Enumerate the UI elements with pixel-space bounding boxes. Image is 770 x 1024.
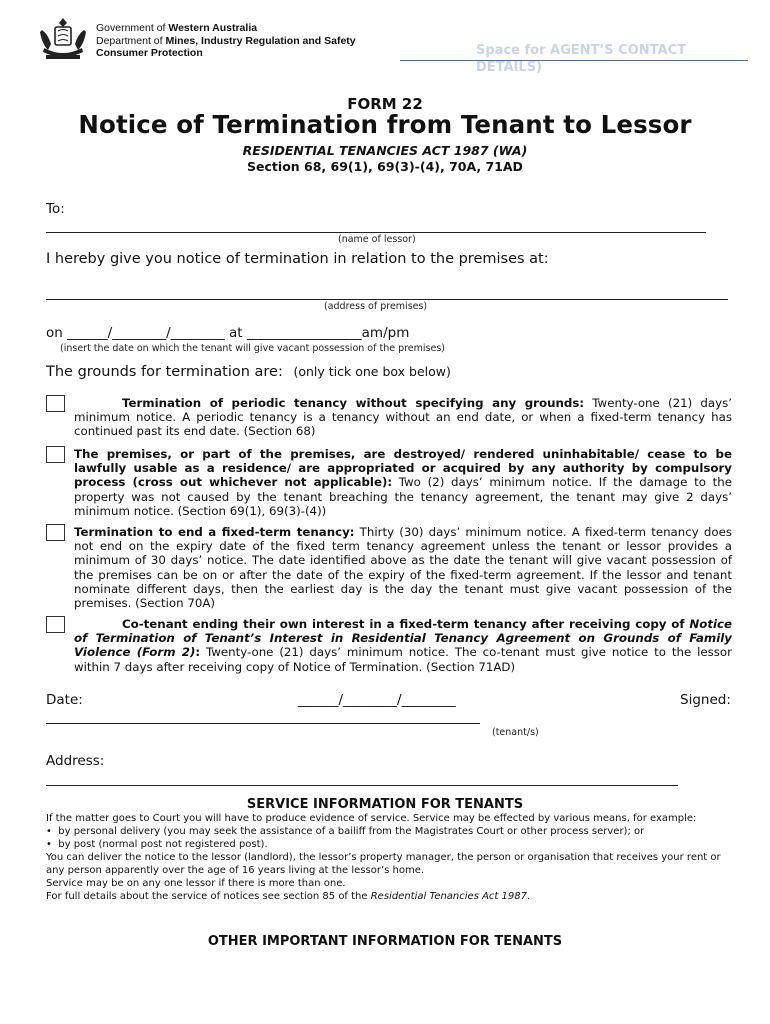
grounds-label-line (46, 364, 451, 380)
lessor-name-field[interactable] (46, 232, 706, 233)
tenant-address-field[interactable] (46, 785, 678, 786)
service-para-details: For full details about the service of notices see section 85 of the Residential Tenancies Act 1987. (46, 891, 531, 902)
ground-fixed-term-text: Termination to end a fixed-term tenancy: Thirty (30) days’ minimum notice. A fixed-term tenancy does not end on the expiry date of the fixed term tenancy agreement unless the tenant or lessor provides a minimum of 30 days’ notice. The date identified above as the date the tenant will give vacant possession of the premises can be on or after the date of the expiry of the fixed-term agreement. If the lessor and tenant nominate different days, then the earliest day is the day the tenant must give vacant possession of the premises. (Section 70A) (74, 525, 732, 611)
form-number: FORM 22 (347, 95, 423, 113)
ampm-label: am/pm (361, 325, 410, 341)
to-label: To: (46, 201, 65, 217)
service-heading: SERVICE INFORMATION FOR TENANTS (246, 797, 524, 812)
vacant-date-field[interactable]: ______/________/________ (67, 325, 225, 341)
ground-co-tenant-checkbox[interactable] (46, 616, 65, 633)
grounds-label: The grounds for termination are: (46, 364, 283, 380)
ground-periodic-checkbox[interactable] (46, 395, 65, 412)
ground-co-tenant-text: Co-tenant ending their own interest in a fixed-term tenancy after receiving copy of Notice of Termination of Tenant’s Interest in Residential Tenancy Agreement on Grounds of Family Violence (Form 2): Twenty-one (21) days’ minimum notice. The co-tenant must give notice to the lessor within 7 days after receiving copy of Notice of Termination. (Section 71AD) (74, 617, 732, 674)
ground-destroyed-checkbox[interactable] (46, 446, 65, 463)
vacant-date-line (46, 325, 409, 341)
vacant-caption: (insert the date on which the tenant will give vacant possession of the premises) (60, 343, 445, 354)
ground-destroyed-text: The premises, or part of the premises, are destroyed/ rendered uninhabitable/ cease to be lawfully usable as a residence/ are appropriated or acquired by any authority by compulsory process (cross out whichever not applicable): Two (2) days’ minimum notice. If the damage to the property was not caused by the tenant breaching the tenancy agreement, the tenant may give 2 days’ minimum notice. (Section 69(1), 69(3)-(4)) (74, 447, 732, 518)
service-info-body (46, 812, 732, 903)
signed-label: Signed: (680, 692, 731, 708)
other-info-heading: OTHER IMPORTANT INFORMATION FOR TENANTS (207, 934, 563, 949)
service-para-lessor: You can deliver the notice to the lessor (landlord), the lessor’s property manager, the person or organisation that receives your rent or any person apparently over the age of 16 years living at the lessor’s home. (46, 852, 721, 876)
agency-block (96, 22, 356, 60)
tenant-signature-field[interactable] (46, 723, 480, 724)
agency-line-1: Government of Western Australia (96, 22, 258, 34)
lessor-caption: (name of lessor) (338, 234, 416, 245)
service-bullet-post: • by post (normal post not registered post). (46, 839, 268, 850)
bullet-icon: • (46, 839, 59, 850)
agent-contact-field[interactable] (400, 42, 748, 78)
address-label: Address: (46, 753, 105, 769)
wa-crest-logo (36, 16, 90, 62)
ground-fixed-term-checkbox[interactable] (46, 524, 65, 541)
section-reference: Section 68, 69(1), 69(3)-(4), 70A, 71AD (247, 159, 523, 174)
notice-sentence: I hereby give you notice of termination in relation to the premises at: (46, 251, 549, 267)
premises-address-field[interactable] (46, 299, 728, 300)
signed-date-field[interactable]: ______/________/________ (298, 692, 456, 708)
tenant-caption: (tenant/s) (492, 727, 539, 738)
service-intro: If the matter goes to Court you will have to produce evidence of service. Service may be effected by various means, for example: (46, 813, 697, 824)
vacant-time-field[interactable]: _________________ (246, 325, 362, 341)
agency-line-3: Consumer Protection (96, 47, 203, 59)
address-caption: (address of premises) (324, 301, 428, 312)
at-label: at (229, 325, 243, 341)
bullet-icon: • (46, 826, 59, 837)
grounds-hint: (only tick one box below) (293, 364, 451, 379)
act-reference: RESIDENTIAL TENANCIES ACT 1987 (WA) (242, 143, 528, 158)
ground-periodic-text: Termination of periodic tenancy without specifying any grounds: Twenty-one (21) days’ minimum notice. A periodic tenancy is a tenancy without an end date, or when a fixed-term tenancy has continued past its end date. (Section 68) (74, 396, 732, 439)
on-label: on (46, 325, 63, 341)
service-bullet-personal: • by personal delivery (you may seek the assistance of a bailiff from the Magistrates Court or other process server); or (46, 826, 645, 837)
agent-contact-placeholder: Space for AGENT’S CONTACT DETAILS) (476, 43, 686, 75)
date-label: Date: (46, 692, 83, 708)
service-para-any-lessor: Service may be on any one lessor if there is more than one. (46, 878, 346, 889)
form-title: Notice of Termination from Tenant to Lessor (78, 110, 692, 139)
agency-line-2: Department of Mines, Industry Regulation and Safety (96, 34, 356, 47)
